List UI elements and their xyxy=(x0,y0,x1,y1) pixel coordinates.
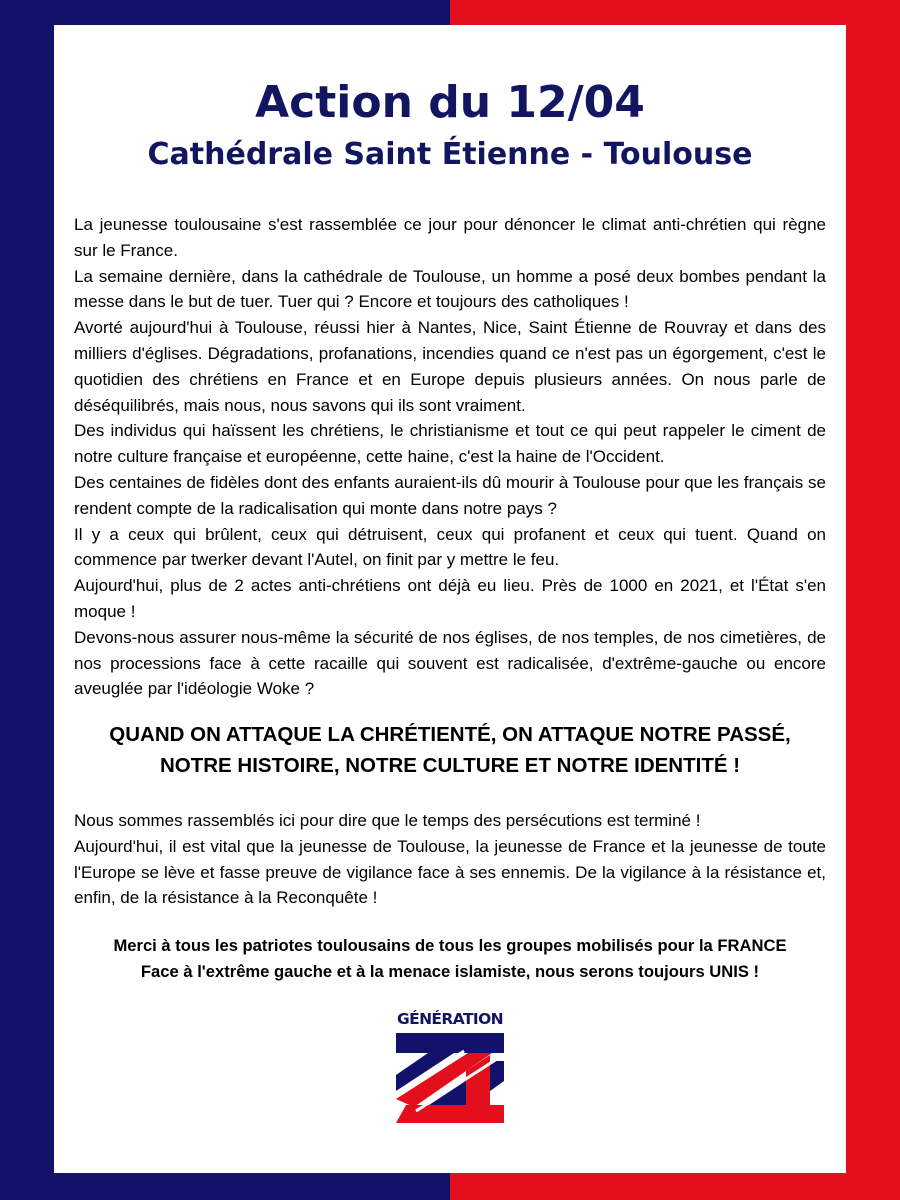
body-paragraph: La semaine dernière, dans la cathédrale de Toulouse, un homme a posé deux bombes pendant la messe dans le but de tuer. Tuer qui ? Encore et toujours des catholiques ! xyxy=(74,266,826,312)
body-paragraph: Des centaines de fidèles dont des enfants auraient-ils dû mourir à Toulouse pour que les français se rendent compte de la radicalisation qui monte dans notre pays ? xyxy=(74,472,826,518)
body-paragraph: Aujourd'hui, plus de 2 actes anti-chrétiens ont déjà eu lieu. Près de 1000 en 2021, et l'État s'en moque ! xyxy=(74,576,826,621)
thanks-message xyxy=(74,933,826,985)
slogan-line: QUAND ON ATTAQUE LA CHRÉTIENTÉ, ON ATTAQUE NOTRE PASSÉ, xyxy=(109,723,791,746)
page-subtitle: Cathédrale Saint Étienne - Toulouse xyxy=(147,137,753,172)
body-paragraph: La jeunesse toulousaine s'est rassemblée ce jour pour dénoncer le climat anti-chrétien qui règne sur le France. xyxy=(74,215,826,260)
content-panel xyxy=(54,25,846,1173)
slogan-line: NOTRE HISTOIRE, NOTRE CULTURE ET NOTRE IDENTITÉ ! xyxy=(159,754,741,777)
body-paragraph: Il y a ceux qui brûlent, ceux qui détruisent, ceux qui profanent et ceux qui tuent. Quand on commence par twerker devant l'Autel, on finit par y mettre le feu. xyxy=(74,524,826,570)
logo-wordmark: GÉNÉRATION xyxy=(396,1010,504,1028)
closing-body xyxy=(74,808,826,911)
thanks-line: Face à l'extrême gauche et à la menace islamiste, nous serons toujours UNIS ! xyxy=(140,962,760,981)
z-logo-icon xyxy=(392,1031,508,1125)
closing-paragraph: Aujourd'hui, il est vital que la jeunesse de Toulouse, la jeunesse de France et la jeunesse de toute l'Europe se lève et fasse preuve de vigilance face à ses ennemis. De la vigilance à la résistance et, enfin, de la résistance à la Reconquête ! xyxy=(74,836,826,908)
page-title: Action du 12/04 xyxy=(255,77,645,128)
body-paragraph: Avorté aujourd'hui à Toulouse, réussi hier à Nantes, Nice, Saint Étienne de Rouvray et dans des milliers d'églises. Dégradations, profanations, incendies quand ce n'est pas un égorgement, c'est le quotidien des chrétiens en France et en Europe depuis plusieurs années. On nous parle de déséquilibrés, mais nous, nous savons qui ils sont vraiment. xyxy=(74,318,826,415)
body-paragraph: Des individus qui haïssent les chrétiens, le christianisme et tout ce qui peut rappeler le ciment de notre culture française et européenne, cette haine, c'est la haine de l'Occident. xyxy=(74,421,826,467)
closing-paragraph: Nous sommes rassemblés ici pour dire que le temps des persécutions est terminé ! xyxy=(74,811,701,830)
slogan xyxy=(74,719,826,781)
thanks-line: Merci à tous les patriotes toulousains de tous les groupes mobilisés pour la FRANCE xyxy=(113,936,787,955)
generation-z-logo xyxy=(392,1009,508,1127)
statement-body xyxy=(74,212,826,702)
body-paragraph: Devons-nous assurer nous-même la sécurité de nos églises, de nos temples, de nos cimetières, de nos processions face à cette racaille qui souvent est radicalisée, d'extrême-gauche ou encore aveuglée par l'idéologie Woke ? xyxy=(74,627,826,699)
